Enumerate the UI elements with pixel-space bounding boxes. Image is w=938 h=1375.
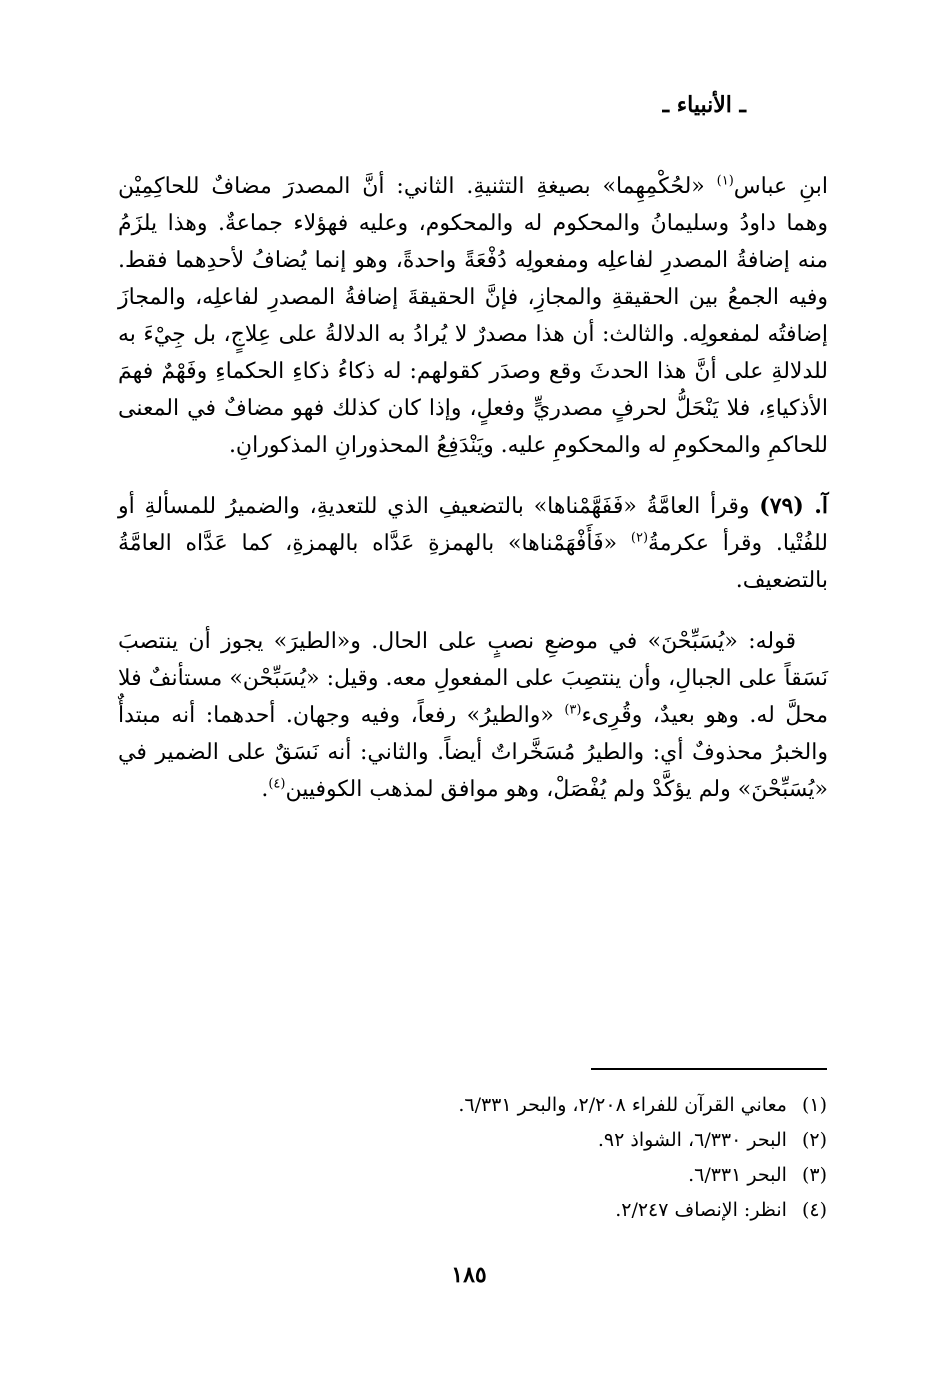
- paragraph-1-text-b: «لحُكْمِهِما» بصيغةِ التثنيةِ. الثاني: أنَّ المصدرَ مضافٌ للحاكِمِيْن وهما داودُ وسليمانُ والمحكوم له والمحكوم، وعليه فهؤلاء جماعةٌ. وهذا يلزَمُ منه إضافةُ المصدرِ لفاعلِه ومفعولِه دُفْعَةً واحدةً، وهو إنما يُضافُ لأحدِهما فقط. وفيه الجمعُ بين الحقيقةِ والمجازِ، فإنَّ الحقيقةَ إضافةُ المصدرِ لفاعلِه، والمجازَ إضافتُه لمفعولِه. والثالث: أن هذا مصدرٌ لا يُرادُ به الدلالةُ على عِلاجٍ، بل جِيْءَ به للدلالةِ على أنَّ هذا الحدثَ وقع وصدَر كقولهم: له ذكاءُ ذكاءِ الحكماءِ وفَهْمٌ فهمَ الأذكياءِ، فلا يَنْحَلُّ لحرفٍ مصدريٍّ وفعلٍ، وإذا كان كذلك فهو مضافٌ في المعنى للحاكمِ والمحكومِ له والمحكومِ عليه. ويَنْدَفِعُ المحذورانِ المذكورانِ.: [118, 174, 828, 458]
- footnote-ref-2: (٢): [630, 530, 649, 546]
- footnote-number: (١): [801, 1094, 827, 1116]
- footnote-number: (٢): [801, 1129, 827, 1151]
- main-text: [118, 168, 828, 808]
- footnote-text: انظر: الإنصاف ٢/٢٤٧.: [615, 1199, 787, 1221]
- paragraph-1-text-a: ابنِ عباس: [733, 174, 828, 199]
- running-title: ـ الأنبياء ـ: [662, 92, 746, 118]
- footnote-ref-4: (٤): [268, 776, 286, 792]
- footnote-number: (٣): [801, 1164, 827, 1186]
- footnote-1: [360, 1088, 827, 1123]
- footnote-text: البحر ٦/٣٣١.: [688, 1164, 787, 1186]
- paragraph-3-text-c: .: [261, 777, 269, 802]
- footnote-4: [360, 1193, 827, 1228]
- paragraph-2: [118, 488, 828, 599]
- footnote-2: [360, 1123, 827, 1158]
- footnote-ref-3: (٣): [564, 702, 582, 718]
- footnotes: [360, 1088, 827, 1228]
- footnote-3: [360, 1158, 827, 1193]
- paragraph-3: [118, 623, 828, 808]
- footnote-separator: [591, 1068, 827, 1070]
- footnote-number: (٤): [801, 1199, 827, 1221]
- footnote-ref-1: (١): [716, 173, 734, 189]
- paragraph-3-text-a: قوله: «يُسَبِّحْنَ» في موضعِ نصبٍ على الحال. و«الطيرَ» يجوز أن ينتصبَ نَسَقاً على الجبالِ، وأن ينتصِبَ على المفعولِ معه. وقيل: «يُسَبِّحْن» مستأنفٌ فلا محلَّ له. وهو بعيدٌ، وقُرِىء: [118, 629, 828, 728]
- paragraph-1: [118, 168, 828, 464]
- footnote-text: البحر ٦/٣٣٠، الشواذ ٩٢.: [597, 1129, 787, 1151]
- paragraph-2-text-a: وقرأ العامَّةُ «فَفَهَّمْناها» بالتضعيفِ الذي للتعديةِ، والضميرُ للمسألةِ أو للفُتْيا. وقرأ عكرمةُ: [118, 494, 828, 556]
- paragraph-3-text-b: «والطيرُ» رفعاً، وفيه وجهان. أحدهما: أنه مبتدأٌ والخبرُ محذوفٌ أي: والطيرُ مُسَخَّراتٌ أيضاً. والثاني: أنه نَسَقٌ على الضمير في «يُسَبِّحْنَ» ولم يؤكَّدْ ولم يُفْصَلْ، وهو موافق لمذهب الكوفيين: [118, 703, 828, 802]
- page-number: ١٨٥: [451, 1262, 487, 1288]
- paragraph-2-text-b: «فَأَفْهَمْناها» بالهمزةِ عَدَّاه بالهمزةِ، كما عَدَّاه العامَّةُ بالتضعيف.: [118, 531, 828, 593]
- verse-marker: آ. (٧٩): [759, 493, 829, 519]
- footnote-text: معاني القرآن للفراء ٢/٢٠٨، والبحر ٦/٣٣١.: [458, 1094, 787, 1116]
